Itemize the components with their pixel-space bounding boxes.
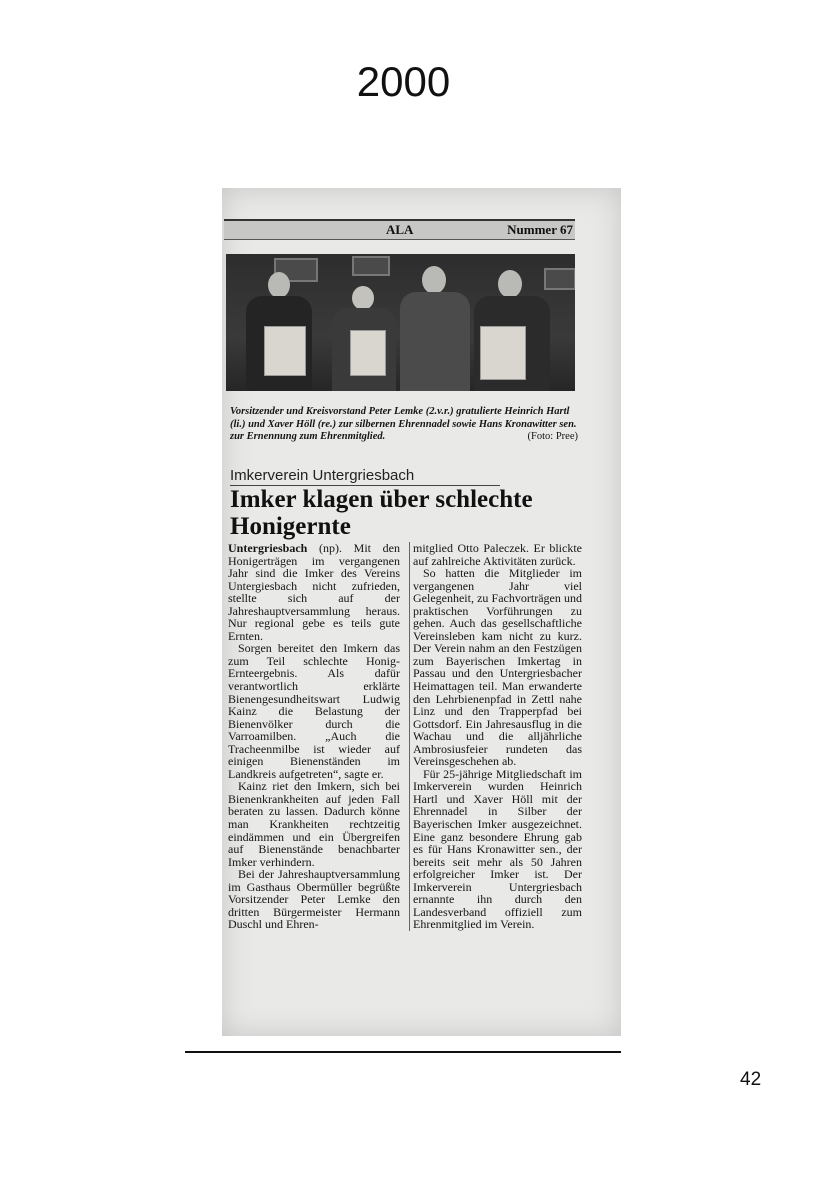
newspaper-issue-number: Nummer 67 (507, 222, 573, 237)
footer-divider (185, 1051, 621, 1053)
photo-caption (230, 406, 578, 444)
article-column-1 (228, 542, 400, 931)
newspaper-section-label: ALA (386, 222, 414, 237)
article-paragraph: Untergriesbach (np). Mit den Honigerträgen im vergangenen Jahr sind die Imker des Vereins Untergiesbach nicht zufrieden, stellte sich auf der Jahreshauptversammlung heraus. Nur regional gebe es teils gute Ernten. (228, 541, 400, 643)
article-dateline: Untergriesbach (228, 541, 308, 555)
article-paragraph: Für 25-jährige Mitgliedschaft im Imkerverein wurden Heinrich Hartl und Xaver Höll mit der Ehrennadel in Silber der Bayerischen Imker ausgezeichnet. Eine ganz besondere Ehrung gab es für Hans Kronawitter sen., der bereits seit mehr als 50 Jahren erfolgreicher Imker ist. Der Imkerverein Untergriesbach ernannte ihn durch den Landesverband offiziell zum Ehrenmitglied im Verein. (413, 766, 582, 932)
article-paragraph: So hatten die Mitglieder im vergangenen Jahr viel Gelegenheit, zu Fachvorträgen und praktischen Vorführungen zu gehen. Auch das gesellschaftliche Vereinsleben kam nicht zu kurz. Der Verein nahm an den Festzügen zum Bayerischen Imkertag in Passau und den Untergriesbacher Heimattagen teil. Man erwanderte den Lehrbienenpfad in Zettl nahe Linz und den Trapperpfad bei Gottsdorf. Ein Jahresausflug in die Wachau und die alljährliche Ambrosiusfeier rundeten das Vereinsgeschehen ab. (413, 566, 582, 769)
group-photo (226, 254, 575, 391)
person-4 (470, 266, 554, 391)
certificate (480, 326, 526, 380)
wall-picture-right (352, 256, 390, 276)
newspaper-clipping (222, 188, 621, 1036)
article-paragraph: Bei der Jahreshauptversammlung im Gasthaus Obermüller begrüßte Vorsitzender Peter Lemke den dritten Bürgermeister Hermann Duschl und Ehren- (228, 867, 400, 932)
page-number: 42 (740, 1069, 762, 1090)
person-2 (326, 280, 404, 391)
article-paragraph: Sorgen bereitet den Imkern das zum Teil schlechte Honig-Ernteergebnis. Als dafür verantwortlich erklärte Bienengesundheitswart Ludwig Kainz die Belastung der Bienenvölker durch die Varroamilben. „Auch die Tracheenmilbe ist wieder auf einigen Bienenständen im Landkreis aufgetreten“, sagte er. (228, 641, 400, 781)
certificate (350, 330, 386, 376)
certificate (264, 326, 306, 376)
caption-text: Vorsitzender und Kreisvorstand Peter Lemke (2.v.r.) gratulierte Heinrich Hartl (li.) und Xaver Höll (re.) zur silbernen Ehrennadel sowie Hans Kronawitter sen. zur Ernennung zum Ehrenmitglied. (230, 406, 577, 443)
person-3 (396, 262, 474, 391)
newspaper-header-bar (224, 219, 575, 240)
article-paragraph: mitglied Otto Paleczek. Er blickte auf zahlreiche Aktivitäten zurück. (413, 541, 582, 568)
photo-credit: (Foto: Pree) (527, 431, 578, 443)
article-column-2 (409, 542, 582, 931)
article-paragraph: Kainz riet den Imkern, sich bei Bienenkrankheiten auf jeden Fall beraten zu lassen. Dadurch könne man Krankheiten rechtzeitig eindämmen und ein Übergreifen auf Bienenstände benachbarter Imker verhindern. (228, 779, 400, 869)
article-headline: Imker klagen über schlechte Honigernte (230, 486, 533, 540)
person-1 (240, 266, 320, 391)
page-heading-year: 2000 (356, 58, 451, 105)
article-kicker: Imkerverein Untergriesbach (230, 467, 500, 486)
